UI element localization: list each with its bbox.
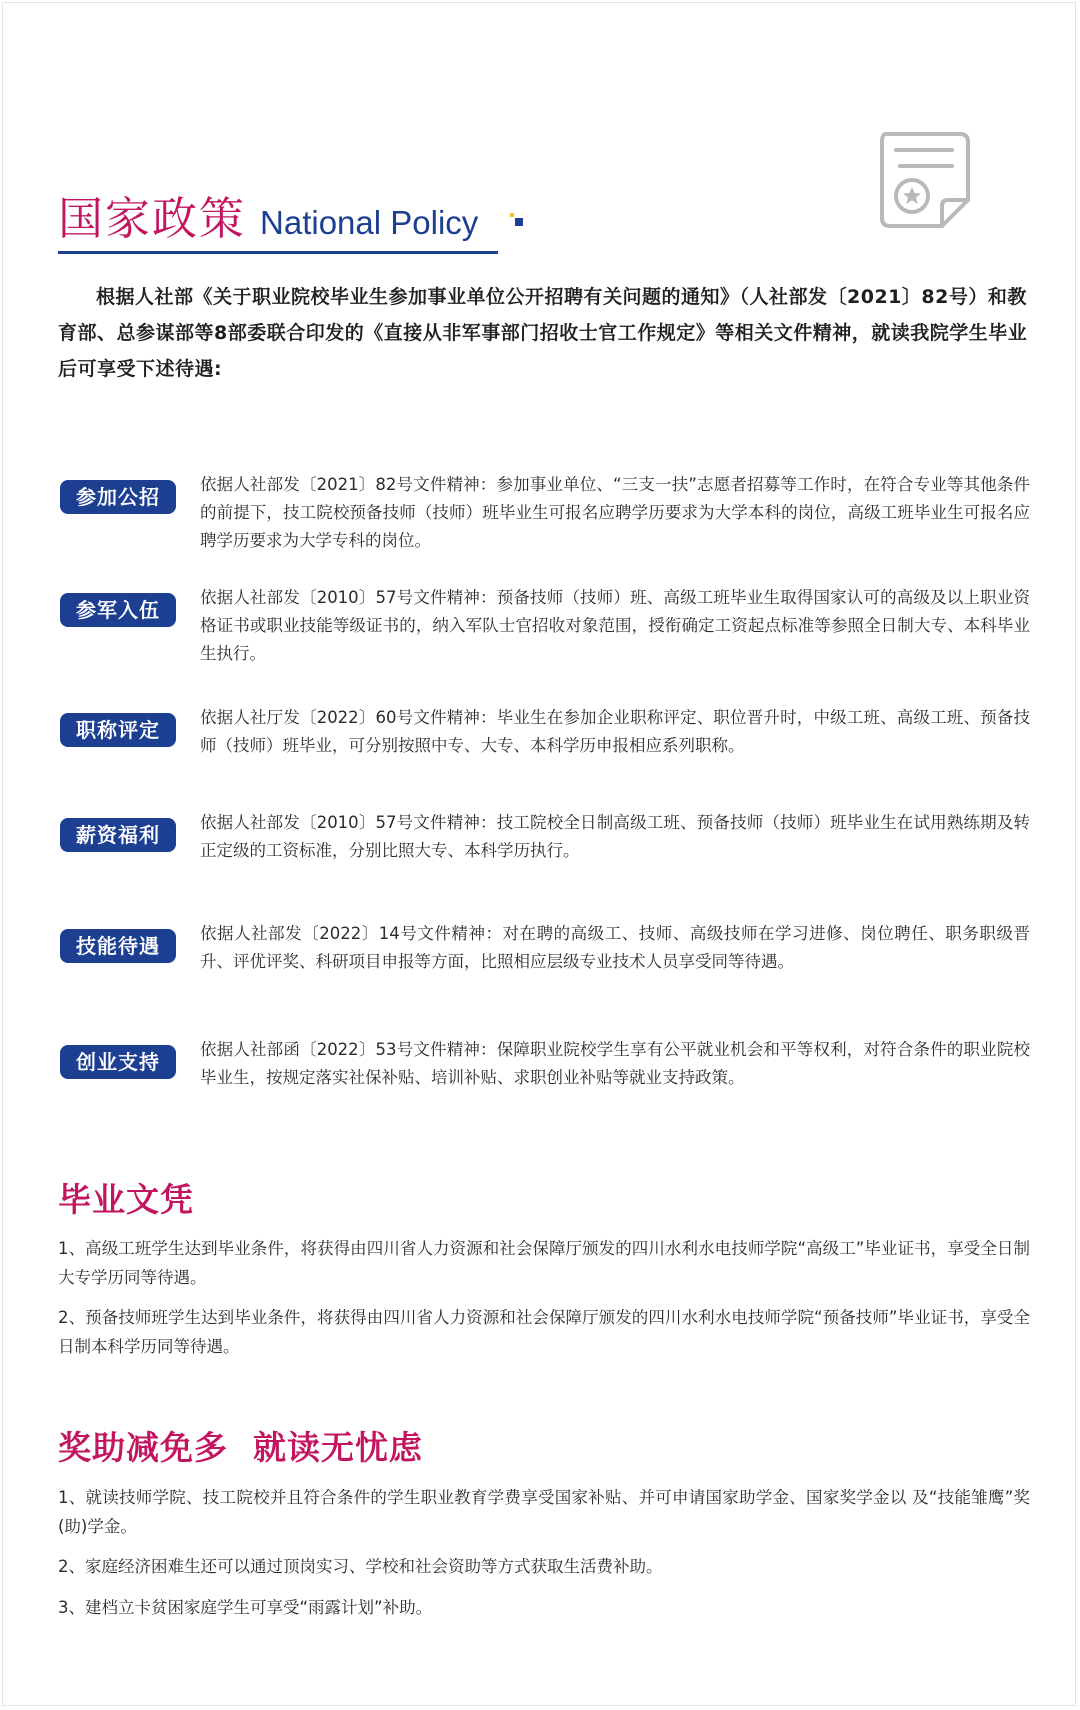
aid-item: 1、就读技师学院、技工院校并且符合条件的学生职业教育学费享受国家补贴、并可申请国家助学金、国家奖学金以 及“技能雏鹰”奖(助)学金。 (58, 1488, 1030, 1536)
aid-item: 3、建档立卡贫困家庭学生可享受“雨露计划”补助。 (58, 1598, 433, 1617)
policy-badge: 创业支持 (60, 1045, 176, 1079)
heading-square-decoration (515, 218, 523, 226)
policy-badge: 参军入伍 (60, 593, 176, 627)
policy-text: 依据人社部发〔2021〕82号文件精神：参加事业单位、“三支一扶”志愿者招募等工作时，在符合专业等其他条件的前提下，技工院校预备技师（技师）班毕业生可报名应聘学历要求为大学本科的岗位，高级工班毕业生可报名应聘学历要求为大学专科的岗位。 (200, 475, 1030, 550)
heading-cn: 国家政策 (58, 192, 247, 245)
heading-en: National Policy (260, 204, 479, 241)
aid-item: 2、家庭经济困难生还可以通过顶岗实习、学校和社会资助等方式获取生活费补助。 (58, 1557, 663, 1576)
graduation-item: 2、预备技师班学生达到毕业条件，将获得由四川省人力资源和社会保障厅颁发的四川水利水电技师学院“预备技师”毕业证书，享受全日制本科学历同等待遇。 (58, 1308, 1030, 1356)
policy-badge: 参加公招 (60, 480, 176, 514)
page-heading (58, 182, 478, 247)
policy-text: 依据人社部函〔2022〕53号文件精神：保障职业院校学生享有公平就业机会和平等权利，对符合条件的职业院校毕业生，按规定落实社保补贴、培训补贴、求职创业补贴等就业支持政策。 (200, 1040, 1030, 1087)
policy-text: 依据人社部发〔2022〕14号文件精神：对在聘的高级工、技师、高级技师在学习进修、岗位聘任、职务职级晋升、评优评奖、科研项目申报等方面，比照相应层级专业技术人员享受同等待遇。 (200, 924, 1030, 971)
policy-badge: 薪资福利 (60, 818, 176, 852)
policy-text: 依据人社部发〔2010〕57号文件精神：预备技师（技师）班、高级工班毕业生取得国家认可的高级及以上职业资格证书或职业技能等级证书的，纳入军队士官招收对象范围，授衔确定工资起点标准等参照全日制大专、本科毕业生执行。 (200, 588, 1030, 663)
policy-text: 依据人社部发〔2010〕57号文件精神：技工院校全日制高级工班、预备技师（技师）班毕业生在试用熟练期及转正定级的工资标准，分别比照大专、本科学历执行。 (200, 813, 1030, 860)
certificate-icon (878, 130, 974, 230)
intro-paragraph: 根据人社部《关于职业院校毕业生参加事业单位公开招聘有关问题的通知》（人社部发〔2021〕82号）和教育部、总参谋部等8部委联合印发的《直接从非军事部门招收士官工作规定》等相关文件精神，就读我院学生毕业后可享受下述待遇: (58, 286, 1028, 380)
policy-badge: 职称评定 (60, 713, 176, 747)
policy-text: 依据人社厅发〔2022〕60号文件精神：毕业生在参加企业职称评定、职位晋升时，中级工班、高级工班、预备技师（技师）班毕业，可分别按照中专、大专、本科学历申报相应系列职称。 (200, 708, 1030, 755)
heading-underline (58, 251, 498, 254)
graduation-item: 1、高级工班学生达到毕业条件，将获得由四川省人力资源和社会保障厅颁发的四川水利水电技师学院“高级工”毕业证书，享受全日制大专学历同等待遇。 (58, 1239, 1030, 1287)
graduation-title: 毕业文凭 (58, 1180, 194, 1219)
aid-title: 奖助减免多 就读无忧虑 (58, 1428, 423, 1467)
policy-badge: 技能待遇 (60, 929, 176, 963)
